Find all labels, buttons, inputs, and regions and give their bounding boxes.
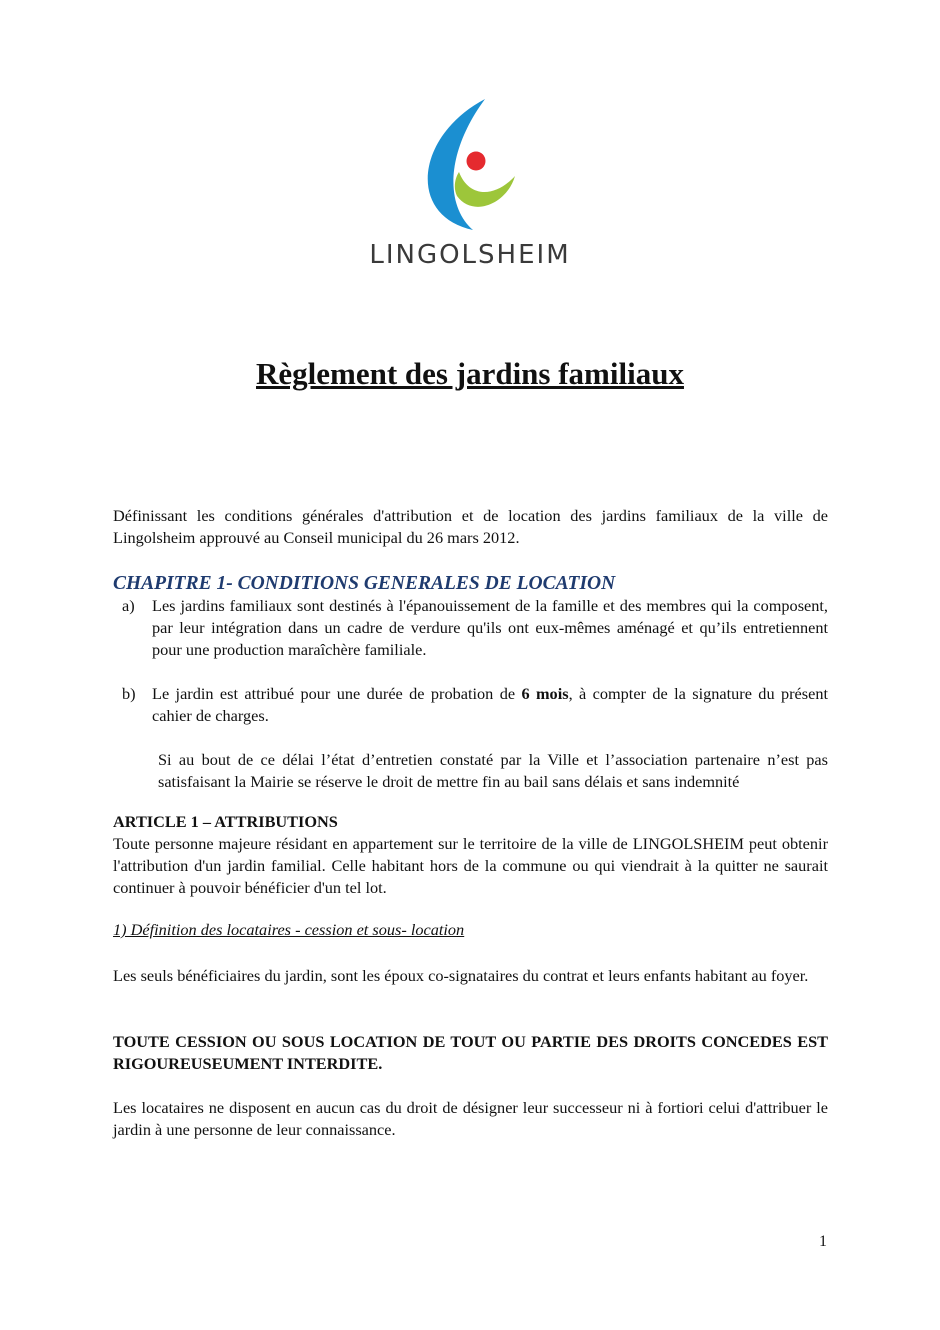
conditions-list xyxy=(113,595,828,727)
probation-followup: Si au bout de ce délai l’état d’entretien constaté par la Ville et l’association partenaire n’est pas satisfaisant la Mairie se réserve le droit de mettre fin au bail sans délais et sans indemnité xyxy=(158,750,828,791)
article-1-title: ARTICLE 1 – ATTRIBUTIONS xyxy=(113,812,338,831)
document-body xyxy=(113,505,828,1141)
list-marker: b) xyxy=(122,684,136,703)
logo-wordmark: LINGOLSHEIM xyxy=(369,240,571,270)
chapter-title: CHAPITRE 1- CONDITIONS GENERALES DE LOCATION xyxy=(113,573,616,594)
beneficiaries-paragraph: Les seuls bénéficiaires du jardin, sont les époux co-signataires du contrat et leurs enfants habitant au foyer. xyxy=(113,966,809,985)
page-number: 1 xyxy=(819,1233,827,1250)
list-item-text-before: Le jardin est attribué pour une durée de probation de xyxy=(152,684,522,703)
list-marker: a) xyxy=(122,596,135,615)
intro-paragraph: Définissant les conditions générales d'attribution et de location des jardins familiaux de la ville de Lingolsheim approuvé au Conseil municipal du 26 mars 2012. xyxy=(113,506,828,547)
list-item xyxy=(113,595,828,661)
section-1-title: 1) Définition des locataires - cession et sous- location xyxy=(113,920,465,939)
city-logo xyxy=(355,96,585,272)
article-1-body: Toute personne majeure résidant en appartement sur le territoire de la ville de LINGOLSHEIM peut obtenir l'attribution d'un jardin familial. Celle habitant hors de la commune ou qui viendrait à la quitter ne saurait continuer à pouvoir bénéficier d'un tel lot. xyxy=(113,834,828,897)
list-item-text-after: , à compter de la signature du présent cahier de charges. xyxy=(152,684,828,725)
prohibition-paragraph: TOUTE CESSION OU SOUS LOCATION DE TOUT OU PARTIE DES DROITS CONCEDES EST RIGOUREUSEUMENT INTERDITE. xyxy=(113,1032,828,1073)
city-logo-icon xyxy=(355,96,585,236)
list-item-text: Les jardins familiaux sont destinés à l'épanouissement de la famille et des membres qui la composent, par leur intégration dans un cadre de verdure qu'ils ont eux-mêmes aménagé et qu’ils entretiennent pour une production maraîchère familiale. xyxy=(152,596,828,659)
successor-paragraph: Les locataires ne disposent en aucun cas du droit de désigner leur successeur ni à fortiori celui d'attribuer le jardin à une personne de leur connaissance. xyxy=(113,1098,828,1139)
list-item xyxy=(113,683,828,727)
list-item-text-bold: 6 mois xyxy=(521,684,569,703)
document-title: Règlement des jardins familiaux xyxy=(256,356,684,391)
